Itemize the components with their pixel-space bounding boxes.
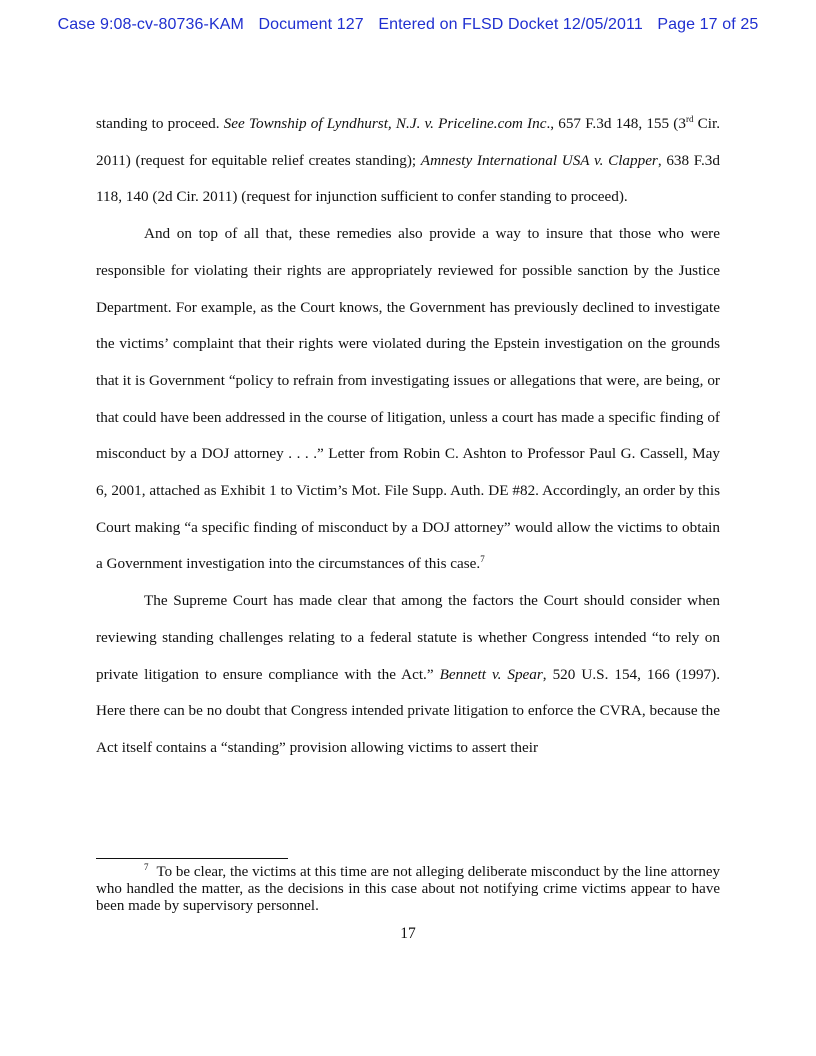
footnote-text: To be clear, the victims at this time are not alleging deliberate misconduct by the line attorney who handled the matter, as the decisions in this case about not notifying crime victims appear to have been made by supervisory personnel.	[96, 864, 720, 915]
text-run: , 520 U.S. 154, 166 (1997). Here there can be no doubt that Congress intended private litigation to enforce the CVRA, because the Act itself contains a “standing” provision allowing victims to assert their	[96, 665, 720, 756]
paragraph-2	[96, 216, 720, 583]
footnote	[96, 864, 720, 916]
paragraph-3	[96, 583, 720, 767]
text-run: standing to proceed.	[96, 115, 224, 132]
document-number: Document 127	[258, 16, 364, 33]
ordinal-superscript: rd	[685, 114, 694, 124]
case-number: Case 9:08-cv-80736-KAM	[57, 16, 244, 33]
footnote-reference[interactable]: 7	[480, 554, 485, 565]
text-run: ., 657 F.3d 148, 155 (3	[546, 115, 686, 132]
text-run: , 638 F.3d 118, 140 (2d Cir. 2011) (request for injunction sufficient to confer standing to proceed).	[96, 151, 720, 206]
citation-lyndhurst: See Township of Lyndhurst, N.J. v. Priceline.com Inc	[223, 115, 547, 132]
paragraph-1	[96, 106, 720, 216]
footnote-number: 7	[144, 862, 149, 872]
page-indicator: Page 17 of 25	[657, 16, 759, 33]
text-run: And on top of all that, these remedies also provide a way to insure that those who were responsible for violating their rights are appropriately reviewed for possible sanction by the Justice Department. For example, as the Court knows, the Government has previously declined to investigate the victims’ complaint that their rights were violated during the Epstein investigation on the grounds that it is Government “policy to refrain from investigating issues or allegations that were, are being, or that could have been addressed in the course of litigation, unless a court has made a specific finding of misconduct by a DOJ attorney . . . .” Letter from Robin C. Ashton to Professor Paul G. Cassell, May 6, 2001, attached as Exhibit 1 to Victim’s Mot. File Supp. Auth. DE #82. Accordingly, an order by this Court making “a specific finding of misconduct by a DOJ attorney” would allow the victims to obtain a Government investigation into the circumstances of this case.	[96, 225, 720, 573]
docket-header	[0, 16, 816, 34]
citation-amnesty: Amnesty International USA v. Clapper	[420, 151, 658, 169]
document-body	[96, 106, 720, 767]
footnote-divider	[96, 858, 288, 859]
text-run: The Supreme Court has made clear that among the factors the Court should consider when reviewing standing challenges relating to a federal statute is whether Congress intended “to rely on private litigation to ensure compliance with the Act.”	[96, 592, 720, 683]
docket-entry: Entered on FLSD Docket 12/05/2011	[378, 16, 643, 33]
citation-bennett: Bennett v. Spear	[439, 665, 543, 683]
page-number: 17	[400, 925, 416, 942]
text-run: Cir. 2011) (request for equitable relief creates standing);	[96, 115, 720, 169]
